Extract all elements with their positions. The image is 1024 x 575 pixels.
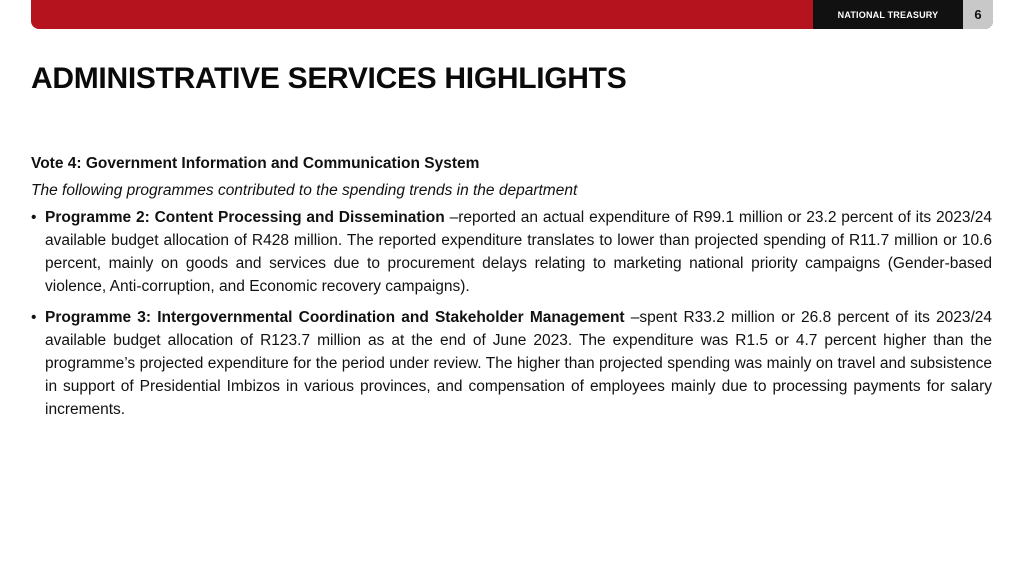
intro-text: The following programmes contributed to the spending trends in the department <box>31 182 578 199</box>
header-bar <box>31 0 993 29</box>
slide-content <box>31 152 992 429</box>
list-item <box>31 306 992 421</box>
programme-text: –spent R33.2 million or 26.8 percent of its 2023/24 available budget allocation of R123.7 million as at the end of June 2023. The expenditure was R1.5 or 4.7 percent higher than the programme’s projected expenditure for the period under review. The higher than projected spending was mainly on travel and subsistence in support of Presidential Imbizos in various provinces, and compensation of employees mainly due to processing payments for salary increments. <box>45 309 993 418</box>
brand-label: NATIONAL TREASURY <box>813 0 963 29</box>
vote-heading: Vote 4: Government Information and Communication System <box>31 155 480 172</box>
page-number: 6 <box>963 0 993 29</box>
programme-text: –reported an actual expenditure of R99.1 million or 23.2 percent of its 2023/24 available budget allocation of R428 million. The reported expenditure translates to lower than projected spending of R11.7 million or 10.6 percent, mainly on goods and services due to procurement delays relating to marketing national priority campaigns (Gender-based violence, Anti-corruption, and Economic recovery campaigns). <box>45 209 992 295</box>
slide-title: ADMINISTRATIVE SERVICES HIGHLIGHTS <box>31 62 627 95</box>
bullet: • <box>31 209 37 226</box>
programme-name: Programme 2: Content Processing and Dissemination <box>45 209 445 226</box>
list-item <box>31 206 992 298</box>
bullet: • <box>31 309 37 326</box>
programme-list <box>31 206 992 421</box>
programme-name: Programme 3: Intergovernmental Coordination and Stakeholder Management <box>45 309 625 326</box>
